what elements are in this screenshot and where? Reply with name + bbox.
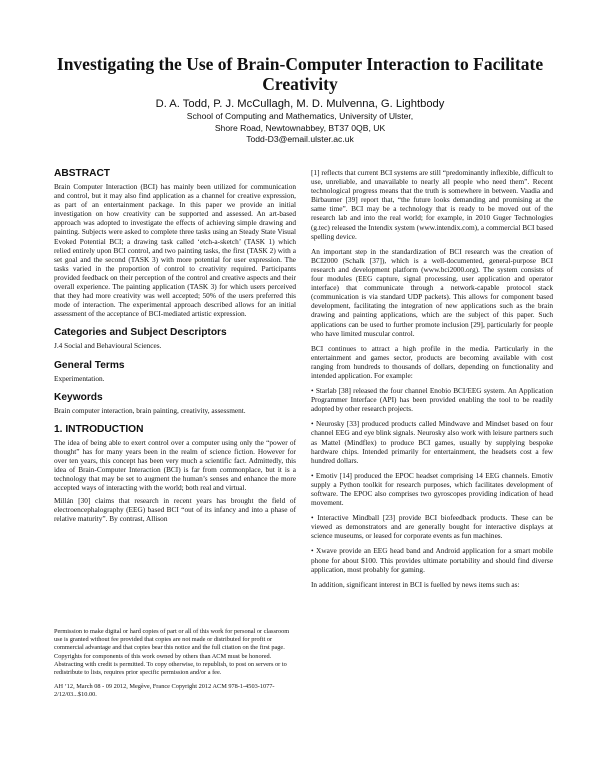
right-paragraph-3: BCI continues to attract a high profile in the media. Particularly in the entertainment and games sector, products are becoming available with cost ranging from hundreds to thousands of dollars, depending on functionality and intended application. For example:: [311, 343, 553, 380]
introduction-heading: 1. INTRODUCTION: [54, 423, 144, 435]
introduction-paragraph-1: The idea of being able to exert control over a computer using only the “power of thought” has for many years been in the realm of science fiction. However for over ten years, this concept has been very much a scientific fact. Admittedly, this idea of Brain-Computer Interaction (BCI) is far from commonplace, but it is a technology that may be set to augment the human’s senses and enhance the more accepted ways of interacting with the world; both real and virtual.: [54, 437, 296, 493]
bullet-emotiv: • Emotiv [14] produced the EPOC headset comprising 14 EEG channels. Emotiv supply a Python toolkit for research purposes, which facilitates development of software. The EPOC also comprises two gyroscopes providing indication of head movement.: [311, 470, 553, 508]
right-paragraph-4: In addition, significant interest in BCI is fuelled by news items such as:: [311, 579, 520, 589]
affiliation-line-2: Shore Road, Newtownabbey, BT37 0QB, UK: [214, 122, 386, 133]
general-terms-heading: General Terms: [54, 359, 125, 371]
introduction-paragraph-2: Millán [30] claims that research in recent years has brought the field of electroencephalography (EEG) based BCI “out of its infancy and into a phase of relative maturity”. By contrast, Allison: [54, 496, 296, 524]
abstract-heading: ABSTRACT: [54, 168, 111, 179]
affiliation-block: [40, 111, 560, 146]
bullet-starlab: • Starlab [38] released the four channel Enobio BCI/EEG system. An Application Programmer Interface (API) has been provided enabling the tool to be readily adopted by other research projects.: [311, 386, 553, 414]
author-email: Todd-D3@email.ulster.ac.uk: [246, 134, 354, 144]
paper-title: Investigating the Use of Brain-Computer Interaction to Facilitate Creativity: [56, 54, 544, 94]
right-paragraph-2: An important step in the standardization of BCI research was the creation of BCI2000 (Schalk [37]), which is a well-documented, general-purpose BCI research and development platform (www.bci2000.org). The system consists of four modules (EEG capture, signal processing, user application and operator interface) that communicate through a network-capable protocol stack (communication is via standard UDP packets). This allows for component based development, facilitating the integration of new applications such as the brain drawing and painting applications, which are the subject of this paper. Such applications can be used to further promote inclusion [29], particularly for people who have limited muscular control.: [311, 246, 553, 338]
venue-copyright: AH ’12, March 08 - 09 2012, Megève, France Copyright 2012 ACM 978-1-4503-1077-2/12/03...$10.00.: [54, 683, 275, 699]
keywords-heading: Keywords: [54, 391, 103, 403]
keywords-text: Brain computer interaction, brain painting, creativity, assessment.: [54, 405, 246, 415]
affiliation-line-1: School of Computing and Mathematics, University of Ulster,: [186, 111, 414, 121]
left-column: [54, 168, 296, 528]
bullet-mindball: • Interactive Mindball [23] provide BCI biofeedback products. These can be viewed as demonstrators and are generally bought for interactive displays at science museums, or leased for corporate events as fun machines.: [311, 513, 553, 541]
right-paragraph-1: [1] reflects that current BCI systems are still “predominantly inflexible, difficult to use, unreliable, and unavailable to nearly all people who need them”. Recent technological progress means that the truth is somewhere in between. Vaadia and Birbaumer [39] report that, “the future looks demanding and promising at the same time”. BCI may be a technology that is ready to be moved out of the research lab and into the real world; for example, in 2010 Guger Technologies (g.tec) released the Intendix system (www.intendix.com), a commercial BCI based spelling device.: [311, 168, 553, 241]
general-terms-text: Experimentation.: [54, 373, 105, 383]
permission-notice: [54, 628, 292, 706]
right-column: [311, 168, 553, 595]
categories-text: J.4 Social and Behavioural Sciences.: [54, 341, 162, 351]
abstract-text: Brain Computer Interaction (BCI) has mainly been utilized for communication and control, but it may also find application as a channel for creative expression, as part of an entertainment package. In this paper we provide an initial investigation on how creativity can be supported and assessed. An art-based approach was adopted to investigate the effects of achieving simple drawing and painting. Subjects were asked to complete three tasks using an Steady State Visual Evoked Potential BCI; a drawing task called ‘etch-a-sketch’ (TASK 1) which relied entirely upon BCI control, and two painting tasks, the first (TASK 2) with a set goal and the second (TASK 3) with more potential for user expression. The tasks varied in the proportion of control to creativity required. Participants provided feedback on their perception of the control and creative aspects and their overall experience. The painting application (TASK 3) for which users perceived that they had more creativity was well accepted; 50% of the users preferred this mode of interaction. The experimental approach described allows for an initial assessment of the acceptance of BCI-mediated artistic expression.: [54, 182, 296, 319]
permission-text: Permission to make digital or hard copies of part or all of this work for personal or classroom use is granted without fee provided that copies are not made or distributed for profit or commercial advantage and that copies bear this notice and the full citation on the first page. Copyrights for components of this work owned by others than ACM must be honored. Abstracting with credit is permitted. To copy otherwise, to republish, to post on servers or to redistribute to lists, requires prior specific permission and/or a fee.: [54, 628, 290, 677]
author-list: D. A. Todd, P. J. McCullagh, M. D. Mulvenna, G. Lightbody: [155, 98, 445, 110]
bullet-neurosky: • Neurosky [33] produced products called Mindwave and Mindset based on four channel EEG and eye blink signals. Neurosky also work with leisure partners such as Mattel (Mindflex) to produce BCI games, usually by supplying bespoke hardware chips. Intended primarily for entertainment, the headsets cost a few hundred dollars.: [311, 419, 553, 465]
categories-heading: Categories and Subject Descriptors: [54, 327, 227, 339]
bullet-xwave: • Xwave provide an EEG head band and Android application for a smart mobile phone for about $100. This provides ultimate portability and should find diverse application, most probably for gaming.: [311, 546, 553, 574]
